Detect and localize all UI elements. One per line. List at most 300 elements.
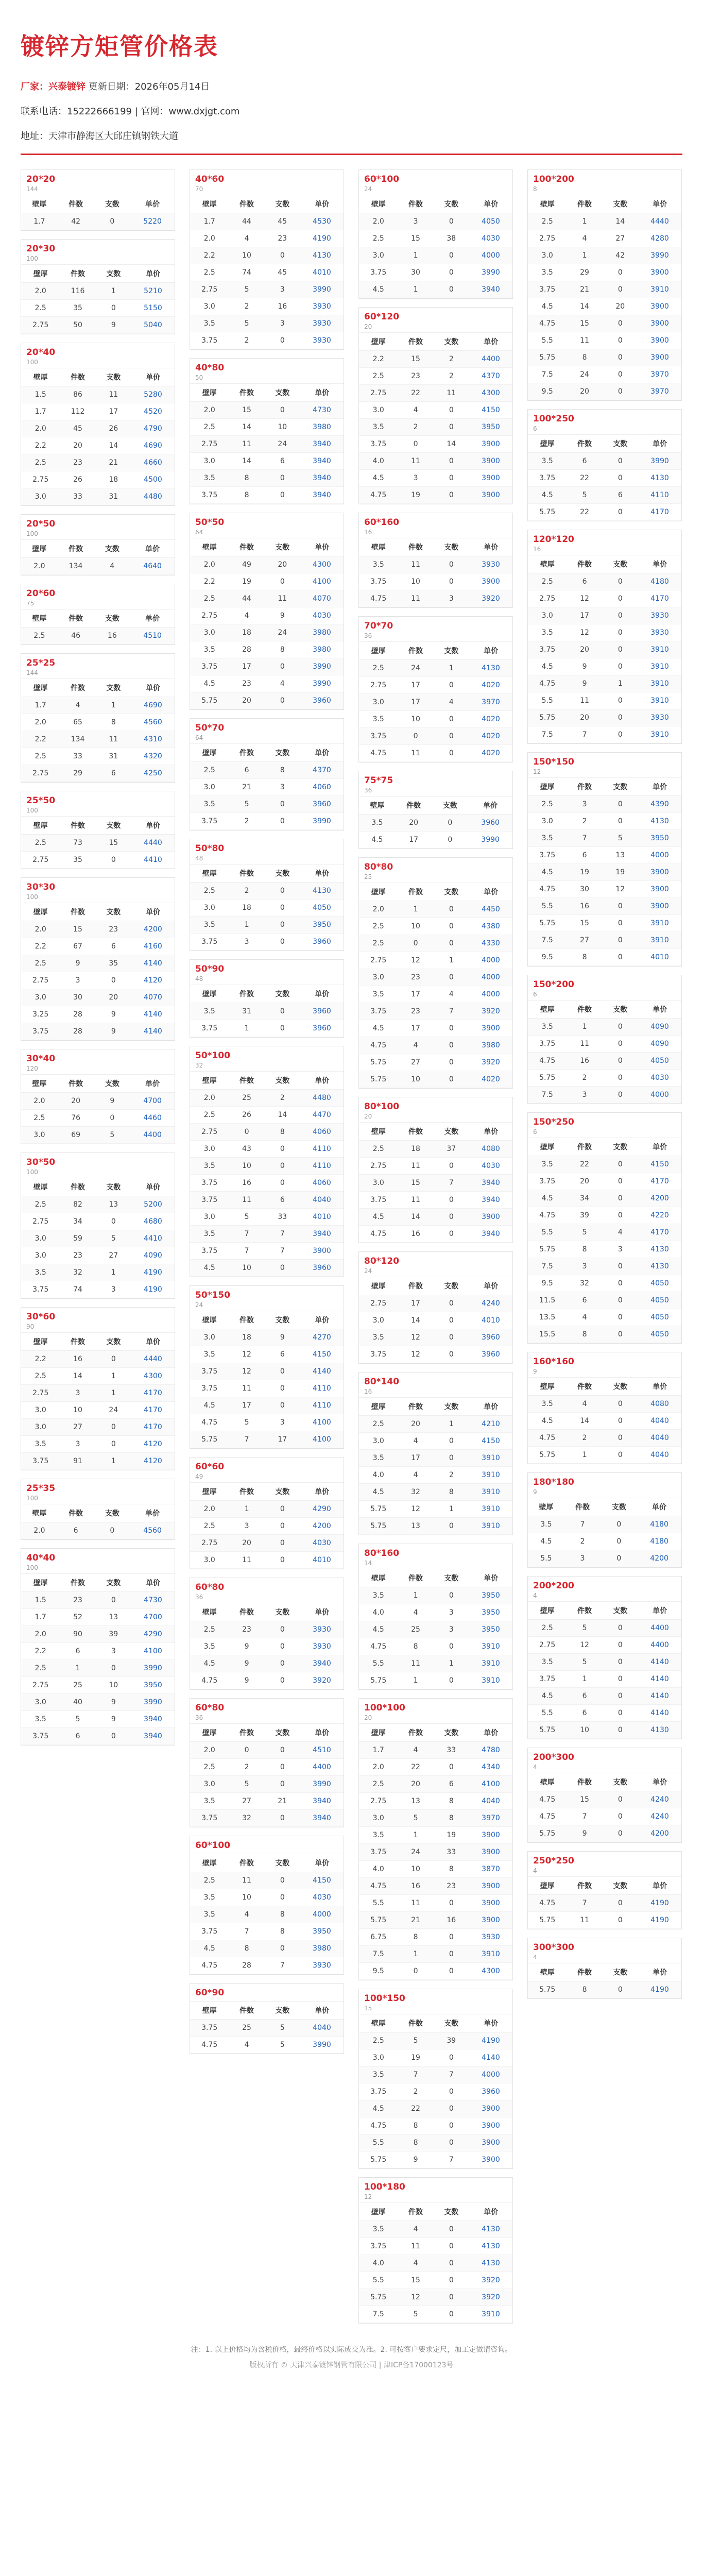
table-cell: 0 [265,402,300,419]
spec-card [21,1479,175,1540]
spec-count: 100 [26,255,38,262]
table-cell: 0 [265,883,300,900]
table-cell: 5.75 [359,1071,398,1088]
table-cell: 0 [603,383,638,400]
column-header: 件数 [398,1277,433,1295]
table-cell: 23 [60,454,95,471]
table-cell: 33 [434,1742,469,1759]
table-cell: 24 [567,366,602,383]
table-cell: 2.0 [21,921,60,938]
factory-name: 兴泰镀锌 [48,81,85,92]
table-row [359,1878,512,1895]
column-header: 壁厚 [359,1123,398,1141]
column-header: 支数 [96,817,131,835]
table-cell: 0 [265,1672,300,1689]
price-cell: 4080 [638,1396,681,1413]
table-cell: 2.2 [190,573,229,590]
table-cell: 0 [265,470,300,487]
table-cell: 6 [567,1688,602,1705]
column-header: 壁厚 [359,883,398,901]
table-row [190,264,344,281]
price-cell: 4130 [300,247,344,264]
table-cell: 0 [434,1226,469,1243]
table-cell: 0 [434,2134,469,2151]
table-cell: 15 [398,351,433,368]
price-cell: 3940 [469,1175,512,1192]
table-row [21,852,175,869]
table-cell: 14 [398,1209,433,1226]
spec-card [527,1748,682,1843]
table-cell: 0 [94,1522,130,1539]
column-header: 支数 [96,368,131,386]
spec-header [528,170,681,195]
table-cell: 32 [229,1810,264,1827]
table-row [359,1793,512,1810]
table-row [190,1621,344,1638]
table-cell: 12 [398,1501,433,1518]
column-header: 单价 [638,1963,681,1981]
table-cell: 7 [265,1226,300,1243]
table-cell: 6.75 [359,1929,398,1946]
table-row [21,765,175,782]
column-header: 单价 [468,796,512,815]
price-cell: 3900 [638,881,681,898]
table-cell: 23 [398,1003,433,1020]
table-cell: 6 [567,453,602,470]
table-row [21,731,175,748]
column-header: 支数 [96,1178,131,1196]
table-cell: 4.0 [359,1467,398,1484]
table-cell: 4.5 [359,1020,398,1037]
table-cell: 13 [398,1793,433,1810]
table-cell: 6 [229,762,264,779]
table-cell: 7.5 [359,2306,398,2323]
table-row [190,1776,344,1793]
table-cell: 0 [603,1654,638,1671]
column-header: 支数 [265,2002,300,2020]
table-cell: 0 [434,2289,469,2306]
price-cell: 4180 [638,573,681,590]
table-row [359,2083,512,2100]
column-header: 支数 [265,1483,300,1501]
table-cell: 9 [567,1825,602,1842]
price-cell: 3950 [469,1604,512,1621]
price-cell: 3960 [300,1003,344,1020]
table-row [190,419,344,436]
table-cell: 5.75 [528,1241,567,1258]
column-header: 支数 [434,2014,469,2032]
column-header: 件数 [567,195,602,213]
table-cell: 0 [434,2049,469,2066]
table-cell: 1 [434,1416,469,1433]
table-cell: 9 [96,1006,131,1023]
table-row [359,402,512,419]
table-row [359,230,512,247]
table-cell: 20 [96,989,131,1006]
table-row [190,934,344,951]
table-row [359,1501,512,1518]
table-cell: 4 [229,2037,264,2054]
price-cell: 4330 [469,935,512,952]
table-cell: 4 [398,1604,433,1621]
table-cell: 3.75 [528,470,567,487]
table-row [190,1414,344,1431]
table-row [528,573,681,590]
column-header: 单价 [131,368,175,386]
spec-header [528,1852,681,1876]
table-cell: 9 [398,2151,433,2168]
table-cell: 10 [96,1677,131,1694]
spec-count: 36 [195,1594,203,1601]
table-row [21,1436,175,1453]
table-cell: 4.5 [359,1209,398,1226]
table-cell: 2 [265,1090,300,1107]
spec-card [190,170,344,350]
table-row [359,1604,512,1621]
table-cell: 2.0 [21,1626,60,1643]
price-cell: 3930 [300,1621,344,1638]
table-row [528,898,681,915]
table-cell: 11 [567,332,602,349]
table-cell: 0 [434,573,469,590]
table-cell: 3 [434,1604,469,1621]
table-cell: 0 [603,641,638,658]
table-cell: 8 [265,1923,300,1940]
table-cell: 25 [398,1621,433,1638]
table-cell: 3.5 [359,986,398,1003]
column-header: 支数 [434,642,469,660]
table-cell: 0 [96,300,131,317]
spec-header [21,1549,175,1573]
spec-size: 25*50 [26,795,56,806]
table-row [359,1192,512,1209]
table-row [21,1230,175,1247]
table-cell: 3 [96,1643,131,1660]
column-header: 单价 [300,1603,344,1621]
table-row [528,1430,681,1447]
column-header: 件数 [58,540,94,558]
table-row [359,368,512,385]
table-cell: 46 [58,628,94,645]
column-header: 壁厚 [359,1398,398,1416]
column-header: 单价 [638,1602,681,1620]
price-cell: 3960 [469,2083,512,2100]
table-cell: 21 [567,281,602,298]
table-row [190,2020,344,2037]
column-header: 支数 [96,1333,131,1351]
table-cell: 0 [603,504,638,521]
price-cell: 3910 [638,281,681,298]
table-cell: 0 [603,1413,638,1430]
spec-table [359,796,512,849]
table-row [528,1396,681,1413]
table-cell: 6 [265,1346,300,1363]
table-cell: 3.75 [190,1020,229,1037]
table-cell: 0 [265,692,300,709]
column-header: 支数 [96,1574,131,1592]
table-cell: 6 [567,573,602,590]
column-header: 单价 [300,2002,344,2020]
table-cell: 0 [265,1889,300,1906]
table-cell: 11 [398,745,433,762]
spec-card [21,1153,175,1299]
spec-header [359,1097,512,1122]
table-cell: 19 [603,864,638,881]
price-cell: 4400 [130,1127,175,1144]
table-row [190,1906,344,1923]
table-row [528,383,681,400]
table-row [190,1124,344,1141]
column-header: 件数 [567,1138,602,1156]
table-row [21,1127,175,1144]
table-row [190,1260,344,1277]
table-cell: 4 [398,2221,433,2238]
spec-size: 25*35 [26,1483,56,1494]
price-cell: 3900 [469,1827,512,1844]
table-cell: 0 [603,1258,638,1275]
spec-size: 80*100 [364,1101,400,1112]
column-header: 壁厚 [21,609,58,628]
table-cell: 0 [265,813,300,830]
table-cell: 14 [60,1368,95,1385]
spec-table [21,1178,175,1298]
table-cell: 3.5 [528,830,567,847]
price-cell: 3940 [469,281,512,298]
table-cell: 9.5 [359,1963,398,1980]
table-row [21,955,175,972]
price-cell: 4040 [469,1793,512,1810]
column-header: 壁厚 [359,1569,398,1587]
table-row [190,1003,344,1020]
table-cell: 0 [603,590,638,607]
price-cell: 4700 [131,1609,175,1626]
table-row [190,1535,344,1552]
spec-count: 4 [533,1764,537,1771]
price-cell: 3910 [469,1467,512,1484]
column-header: 单价 [638,195,681,213]
table-cell: 2.75 [528,1637,567,1654]
column-header: 件数 [229,1724,264,1742]
spec-header [528,1352,681,1377]
table-row [190,1810,344,1827]
price-cell: 4030 [469,230,512,247]
table-row [359,281,512,298]
price-cell: 4140 [638,1688,681,1705]
table-cell: 11 [96,386,131,403]
table-cell: 28 [60,1006,95,1023]
table-cell: 4.5 [190,1397,229,1414]
price-cell: 3970 [469,694,512,711]
column-header: 件数 [398,1398,433,1416]
price-cell: 4130 [469,2221,512,2238]
table-row [21,283,175,300]
spec-count: 20 [364,1714,372,1721]
table-row [190,470,344,487]
table-cell: 0 [434,1518,469,1535]
table-cell: 0 [94,1110,130,1127]
table-cell: 7 [434,2151,469,2168]
table-row [21,1660,175,1677]
table-cell: 2.5 [190,419,229,436]
price-cell: 4120 [131,1453,175,1470]
spec-card [190,358,344,504]
spec-count: 100 [26,359,38,366]
table-row [21,1023,175,1040]
table-cell: 5 [229,1414,264,1431]
table-cell: 5 [229,281,264,298]
table-cell: 15.5 [528,1326,567,1343]
table-cell: 4 [229,1906,264,1923]
spec-table [528,1138,681,1343]
spec-card [358,857,513,1089]
table-row [359,1518,512,1535]
table-cell: 3.75 [190,1380,229,1397]
table-cell: 23 [398,368,433,385]
table-cell: 22 [567,1156,602,1173]
table-cell: 20 [567,709,602,726]
spec-size: 80*160 [364,1548,400,1558]
table-row [528,1895,681,1912]
table-row [528,1173,681,1190]
column-header: 壁厚 [190,1483,229,1501]
table-cell: 2.0 [21,714,60,731]
table-cell: 3.75 [190,1923,229,1940]
price-cell: 3950 [638,830,681,847]
table-cell: 0 [434,2238,469,2255]
table-cell: 18 [229,900,264,917]
spec-count: 75 [26,600,35,607]
column-header: 单价 [131,679,175,697]
table-row [359,1054,512,1071]
column-header: 件数 [398,883,433,901]
table-row [359,1672,512,1689]
table-cell: 4.75 [359,487,398,504]
table-cell: 4 [398,2255,433,2272]
table-cell: 3.75 [190,1243,229,1260]
table-cell: 9 [96,1023,131,1040]
table-cell: 27 [398,1054,433,1071]
spec-size: 50*90 [195,964,225,974]
table-cell: 6 [567,1705,602,1722]
spec-count: 64 [195,529,203,536]
table-cell: 0 [434,2100,469,2117]
table-row [190,402,344,419]
price-cell: 4530 [300,213,344,230]
table-cell: 2.75 [359,952,398,969]
table-cell: 2.5 [21,1368,60,1385]
table-cell: 3.5 [359,1827,398,1844]
table-cell: 4 [603,1224,638,1241]
spec-size: 200*200 [533,1581,574,1591]
table-cell: 116 [60,283,95,300]
table-cell: 3.75 [528,847,567,864]
table-cell: 0 [265,1776,300,1793]
table-cell: 2.75 [359,1793,398,1810]
price-cell: 4190 [131,1264,175,1281]
table-cell: 15 [96,835,131,852]
table-row [359,660,512,677]
price-cell: 4190 [131,1281,175,1298]
table-cell: 16 [229,1175,264,1192]
table-cell: 0 [96,1213,131,1230]
table-cell: 0 [434,556,469,573]
table-cell: 4.75 [528,315,567,332]
table-row [21,1677,175,1694]
table-cell: 4.75 [190,1957,229,1974]
price-cell: 4000 [469,2066,512,2083]
column-header: 支数 [265,1854,300,1872]
table-row [190,1655,344,1672]
price-cell: 5210 [131,283,175,300]
table-row [21,1522,175,1539]
table-cell: 4 [229,607,264,624]
price-cell: 4730 [300,402,344,419]
spec-table [359,1397,512,1535]
table-cell: 1 [434,1501,469,1518]
table-row [21,748,175,765]
price-cell: 3910 [469,1638,512,1655]
price-cell: 4170 [638,1224,681,1241]
price-cell: 4250 [131,765,175,782]
price-cell: 3900 [469,2100,512,2117]
table-row [359,2289,512,2306]
table-cell: 3.0 [21,1127,58,1144]
table-cell: 11 [567,1912,602,1929]
column-header: 支数 [96,903,131,921]
column-header: 单价 [131,265,175,283]
column-header: 件数 [58,1504,94,1522]
table-cell: 2.2 [21,1643,60,1660]
table-cell: 17 [229,658,264,675]
table-cell: 1 [398,1587,433,1604]
spec-table [21,1573,175,1745]
table-cell: 2.5 [21,300,60,317]
table-cell: 2.0 [359,901,398,918]
table-cell: 38 [434,230,469,247]
table-cell: 0 [603,1190,638,1207]
table-cell: 7.5 [528,1258,567,1275]
table-cell: 3.75 [190,1192,229,1209]
column-header: 支数 [434,538,469,556]
spec-count: 9 [533,1488,537,1496]
column-header: 支数 [434,1724,469,1742]
table-row [190,1020,344,1037]
price-cell: 4120 [131,1436,175,1453]
spec-card [190,513,344,710]
table-cell: 4 [398,402,433,419]
column-header: 壁厚 [528,778,567,796]
price-cell: 3930 [300,332,344,349]
spec-table [190,1482,344,1569]
column-header: 支数 [434,1123,469,1141]
table-cell: 4.75 [190,1414,229,1431]
table-cell: 0 [603,709,638,726]
spec-card [21,877,175,1041]
table-cell: 3.75 [190,2020,229,2037]
column-header: 件数 [567,435,602,453]
table-cell: 8 [229,470,264,487]
table-row [359,1844,512,1861]
table-cell: 2 [398,2083,433,2100]
spec-card [358,307,513,504]
table-row [21,471,175,488]
table-cell: 1.5 [21,386,60,403]
table-cell: 9 [96,1711,131,1728]
table-cell: 9 [229,1655,264,1672]
spec-size: 40*60 [195,174,225,184]
table-cell: 3.5 [21,1711,60,1728]
table-cell: 4.0 [359,1861,398,1878]
